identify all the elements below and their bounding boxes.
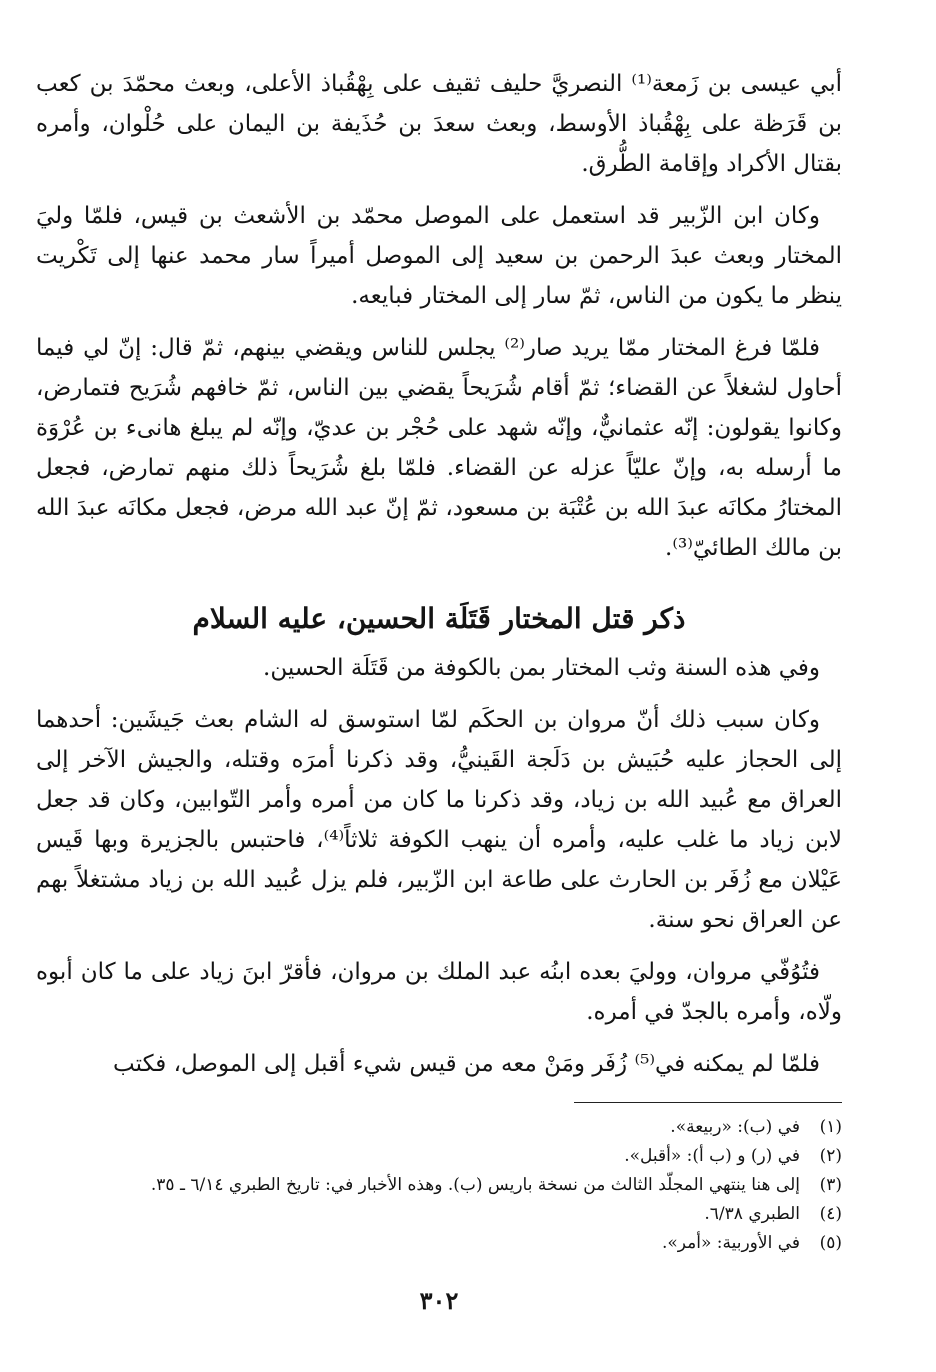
paragraph: فتُوُفّي مروان، ووليَ بعده ابنُه عبد الملك بن مروان، فأقرّ ابنَ زياد على ما كان أبوه ولّاه، وأمره بالجدّ في أمره. (36, 959, 842, 1025)
page-number: ٣٠٢ (419, 1286, 459, 1315)
footnote-text: في (ب): «ربيعة». (670, 1117, 800, 1137)
footnote (36, 1171, 842, 1200)
footnote-number: (٤) (819, 1204, 842, 1224)
footnote-text: في الأوربية: «أمر». (661, 1233, 800, 1253)
footnote-number: (١) (819, 1117, 842, 1137)
paragraph: أبي عيسى بن زَمعة⁽¹⁾ النصريَّ حليف ثقيف على بِهْقُباذ الأعلى، وبعث محمّدَ بن كعب بن قَرَظة على بِهْقُباذ الأوسط، وبعث سعدَ بن حُذَيفة بن اليمان على حُلْوان، وأمره بقتال الأكراد وإقامة الطُّرق. (36, 71, 842, 177)
section-heading: ذكر قتل المختار قَتَلَة الحسين، عليه السلام (192, 602, 686, 635)
paragraph: فلمّا لم يمكنه في⁽⁵⁾ زُفَر ومَنْ معه من قيس شيء أقبل إلى الموصل، فكتب (113, 1051, 820, 1077)
paragraph: وكان سبب ذلك أنّ مروان بن الحكَم لمّا استوسق له الشام بعث جَيشَين: أحدهما إلى الحجاز عليه حُبَيش بن دَلَجة القَينيُّ، وقد ذكرنا أمرَه وقتله، والجيش الآخر إلى العراق مع عُبيد الله بن زياد، وقد ذكرنا ما كان من أمره وأمر التّوابين، وكان قد جعل لابن زياد ما غلب عليه، وأمره أن ينهب الكوفة ثلاثاً⁽⁴⁾، فاحتبس بالجزيرة وبها قَيس عَيْلان مع زُفَر بن الحارث على طاعة ابن الزّبير، فلم يزل عُبيد الله بن زياد مشتغلاً بهم عن العراق نحو سنة. (36, 707, 842, 933)
footnote-number: (٥) (819, 1233, 842, 1253)
footnote-number: (٣) (819, 1175, 842, 1195)
footnote-text: إلى هنا ينتهي المجلّد الثالث من نسخة باريس (ب). وهذه الأخبار في: تاريخ الطبري ٦/١٤ ـ ٣٥. (150, 1175, 800, 1195)
footnote-number: (٢) (819, 1146, 842, 1166)
footnote (36, 1200, 842, 1229)
footnote (36, 1113, 842, 1142)
paragraph: وفي هذه السنة وثب المختار بمن بالكوفة من قَتَلَة الحسين. (263, 655, 820, 681)
paragraph: وكان ابن الزّبير قد استعمل على الموصل محمّد بن الأشعث بن قيس، فلمّا وليَ المختار وبعث عبدَ الرحمن بن سعيد إلى الموصل أميراً سار محمد عنها إلى تَكْريت ينظر ما يكون من الناس، ثمّ سار إلى المختار فبايعه. (36, 203, 842, 309)
footnote-divider-wrap (36, 1102, 842, 1103)
footnote (36, 1229, 842, 1258)
footnote (36, 1142, 842, 1171)
footnote-divider (574, 1102, 842, 1103)
paragraph: فلمّا فرغ المختار ممّا يريد صار⁽²⁾ يجلس للناس ويقضي بينهم، ثمّ قال: إنّ لي فيما أحاول لشغلاً عن القضاء؛ ثمّ أقام شُرَيحاً يقضي بين الناس، ثمّ خافهم شُرَيح فتمارض، وكانوا يقولون: إنّه عثمانيٌّ، وإنّه شهد على حُجْر بن عديّ، وإنّه لم يبلغ هانىء بن عُرْوَة ما أرسله به، وإنّ عليّاً عزله عن القضاء. فلمّا بلغ شُرَيحاً ذلك منهم تمارض، فجعل المختارُ مكانَه عبدَ الله بن عُتْبَة بن مسعود، ثمّ إنّ عبد الله مرض، فجعل مكانَه عبدَ الله بن مالك الطائيّ⁽³⁾. (36, 335, 842, 561)
footnote-text: في (ر) و (ب أ): «أقبل». (624, 1146, 800, 1166)
page-content (36, 64, 842, 1315)
footnote-text: الطبري ٦/٣٨. (704, 1204, 800, 1224)
footnotes (36, 1113, 842, 1258)
